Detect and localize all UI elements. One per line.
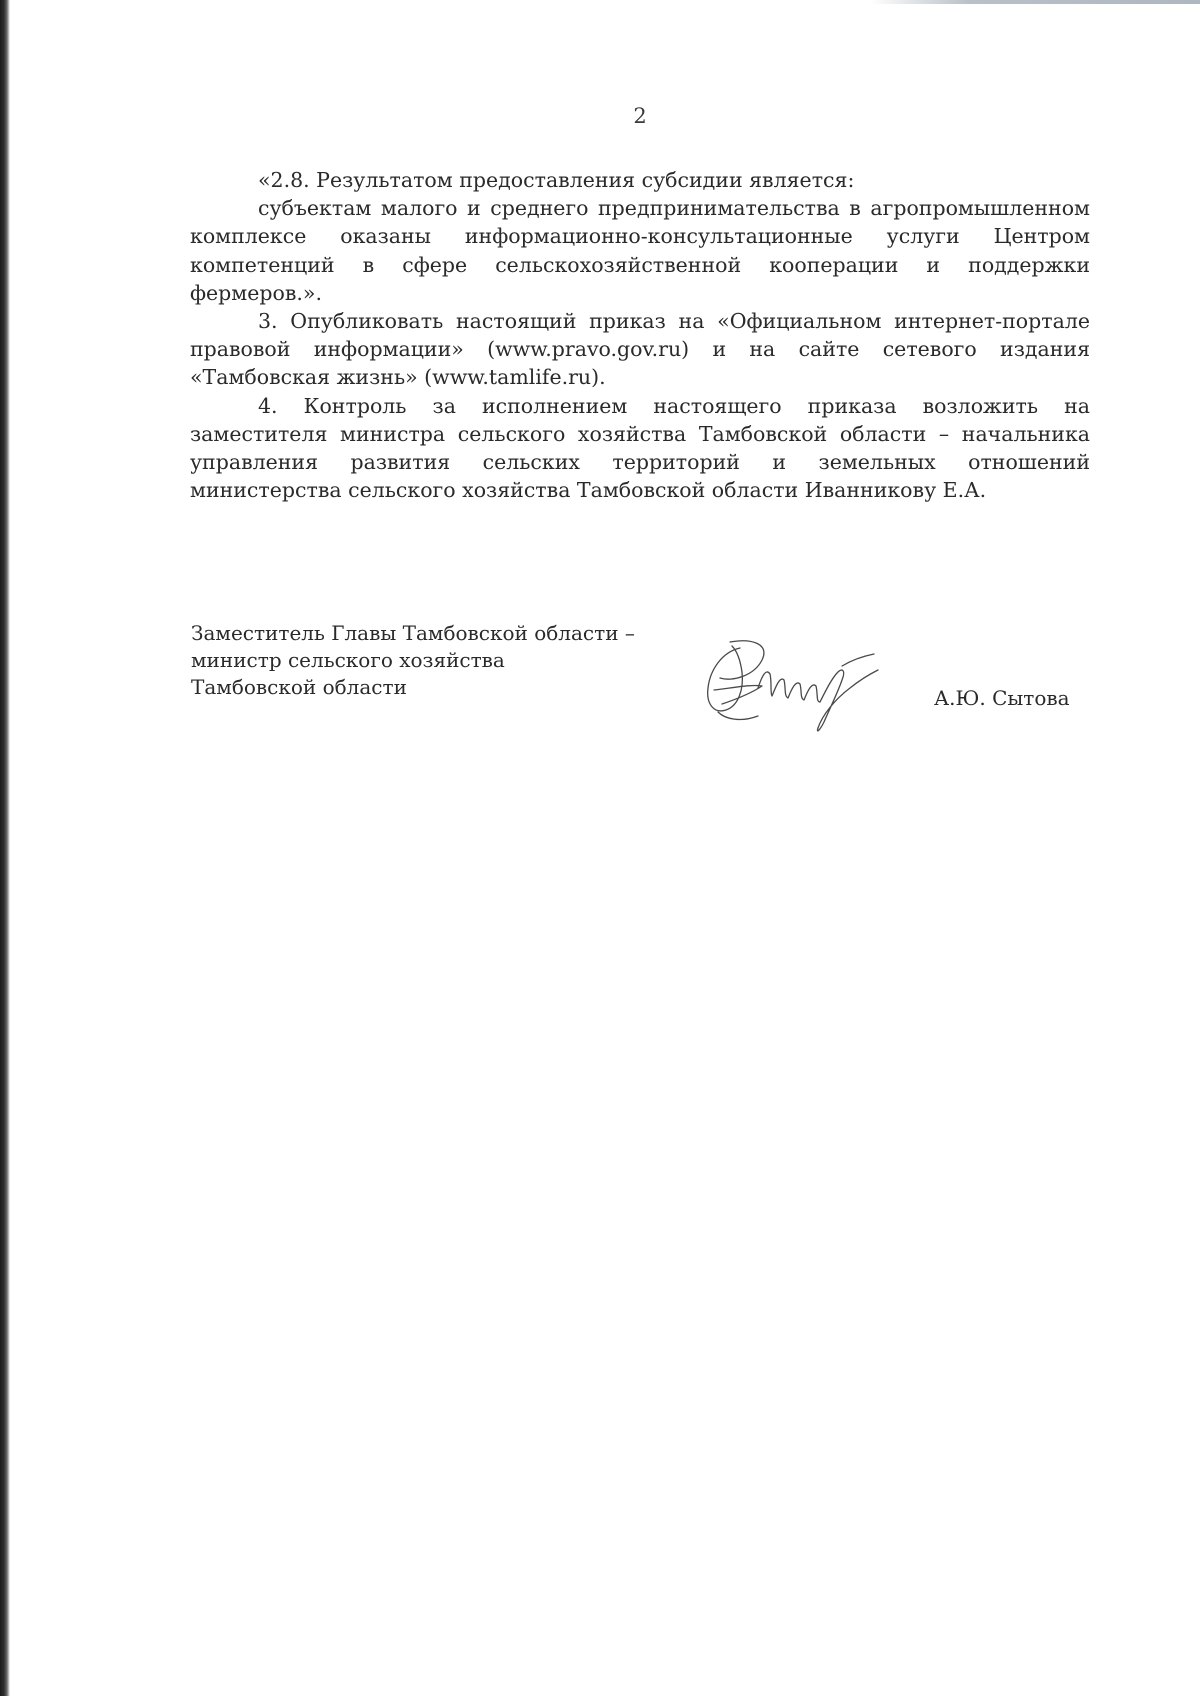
document-body [190,166,1090,504]
signatory-position-line: министр сельского хозяйства [191,648,505,672]
signatory-position-line: Тамбовской области [191,675,407,699]
signatory-position [191,620,635,701]
paragraph-4: 4. Контроль за исполнением настоящего приказа возложить на заместителя министра сельского хозяйства Тамбовской области – начальника управления развития сельских территорий и земельных отношений министерства сельского хозяйства Тамбовской области Иванникову Е.А. [190,393,1090,503]
handwritten-signature [692,630,892,740]
paragraph-2-8-text: субъектам малого и среднего предпринимательства в агропромышленном комплексе оказаны информационно-консультационные услуги Центром компетенций в сфере сельскохозяйственной кооперации и поддержки фермеров.». [190,196,1090,305]
paragraph-3: 3. Опубликовать настоящий приказ на «Официальном интернет-портале правовой информации» (www.pravo.gov.ru) и на сайте сетевого издания «Тамбовская жизнь» (www.tamlife.ru). [190,309,1090,390]
signatory-position-line: Заместитель Главы Тамбовской области – [191,621,635,645]
scan-edge-shadow [0,0,10,1696]
page-number: 2 [633,104,647,128]
paragraph-2-8-heading: «2.8. Результатом предоставления субсидии является: [258,168,855,192]
signatory-name: А.Ю. Сытова [934,686,1070,710]
scan-top-edge [870,0,1200,4]
